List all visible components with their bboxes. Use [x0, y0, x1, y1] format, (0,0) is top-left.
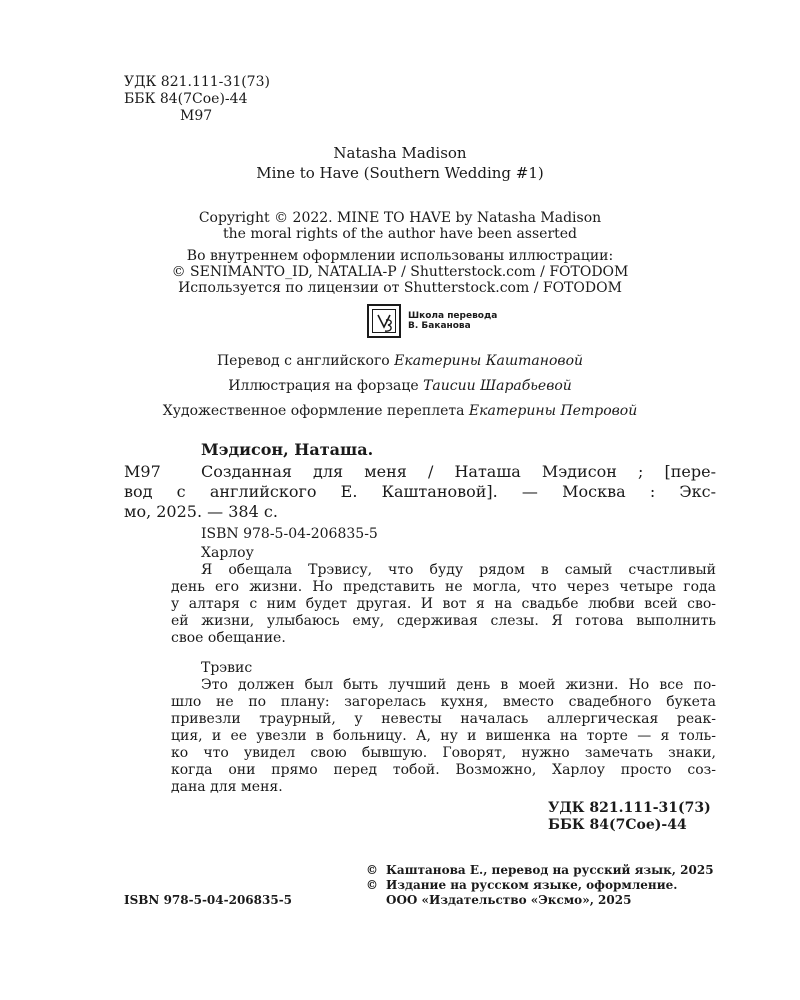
school-logo-icon: [367, 304, 401, 338]
original-title: Mine to Have (Southern Wedding #1): [256, 164, 544, 182]
design-credit: [0, 403, 800, 420]
illustrations-line-3: Используется по лицензии от Shutterstock.com / FOTODOM: [178, 280, 622, 296]
classification-block: [124, 74, 270, 125]
travis-heading: Трэвис: [201, 660, 253, 676]
author-mark: М97: [180, 108, 213, 124]
translation-credit: [0, 353, 800, 370]
translator-name: Екатерины Каштановой: [394, 353, 584, 369]
record-heading: Мэдисон, Наташа.: [201, 440, 374, 459]
footer-isbn: ISBN 978-5-04-206835-5: [124, 893, 293, 907]
translation-credit-label: Перевод с английского: [216, 353, 395, 369]
bottom-bbk-code: ББК 84(7Сое)-44: [548, 817, 687, 833]
record-isbn: ISBN 978-5-04-206835-5: [201, 526, 378, 542]
endpaper-credit-label: Иллюстрация на форзаце: [228, 378, 424, 394]
copyright-line-2: the moral rights of the author have been asserted: [222, 226, 578, 242]
bottom-codes: [548, 800, 711, 834]
copyright-mark: ©: [366, 878, 378, 892]
copyright-mark: ©: [366, 863, 378, 877]
edition-copyright-line-2: ООО «Издательство «Эксмо», 2025: [386, 893, 632, 907]
illustrations-line-1: Во внутреннем оформлении использованы иллюстрации:: [186, 248, 614, 264]
endpaper-illustrator-name: Таисии Шарабьевой: [423, 378, 572, 394]
annotation-travis: [171, 660, 716, 796]
annotation-line: Я обещала Трэвису, что буду рядом в самый счастливый: [201, 562, 716, 578]
original-author: Natasha Madison: [333, 144, 467, 162]
annotation-line: когда они прямо перед тобой. Возможно, Харлоу просто соз-: [171, 762, 716, 778]
edition-copyright: [366, 878, 714, 893]
translation-copyright: [366, 863, 714, 878]
annotation-line: ко что увидел свою бывшую. Говорят, нужно замечать знаки,: [171, 745, 716, 761]
translation-copyright-text: Каштанова Е., перевод на русский язык, 2025: [386, 863, 714, 877]
udk-code: УДК 821.111-31(73): [124, 74, 270, 90]
bottom-udk-code: УДК 821.111-31(73): [548, 800, 711, 816]
annotation-line: ей жизни, улыбаюсь ему, сдерживая слезы. Я готова выполнить: [171, 613, 716, 629]
designer-name: Екатерины Петровой: [468, 403, 638, 419]
record-description-last: мо, 2025. — 384 с.: [124, 502, 278, 521]
harlow-heading: Харлоу: [201, 545, 254, 561]
bbk-code: ББК 84(7Сое)-44: [124, 91, 248, 107]
record-code: М97: [124, 462, 161, 481]
annotation-line: шло не по плану: загорелась кухня, вместо свадебного букета: [171, 694, 716, 710]
illustrations-line-2: © SENIMANTO_ID, NATALIA-P / Shutterstock.com / FOTODOM: [171, 264, 629, 280]
annotation-line: свое обещание.: [171, 630, 286, 646]
record-description-line: Созданная для меня / Наташа Мэдисон ; [пере-: [201, 462, 716, 481]
endpaper-credit: [0, 378, 800, 395]
annotation-line: у алтаря с ним будет другая. И вот я на свадьбе любви всей сво-: [171, 596, 716, 612]
footer-copyrights: [366, 863, 714, 908]
annotation-line: день его жизни. Но представить не могла, что через четыре года: [171, 579, 716, 595]
annotation-line: дана для меня.: [171, 779, 283, 795]
record-description-line: вод с английского Е. Каштановой]. — Москва : Экс-: [124, 482, 716, 501]
school-name: Школа перевода: [408, 311, 498, 321]
annotation: [171, 545, 716, 647]
annotation-line: Это должен был быть лучший день в моей жизни. Но все по-: [201, 677, 716, 693]
annotation-line: привезли траурный, у невесты началась аллергическая реак-: [171, 711, 716, 727]
design-credit-label: Художественное оформление переплета: [162, 403, 469, 419]
school-founder: В. Баканова: [408, 321, 471, 331]
copyright-line-1: Copyright © 2022. MINE TO HAVE by Natasha Madison: [198, 210, 602, 226]
school-logo-text: [408, 311, 497, 331]
edition-copyright-line-1: Издание на русском языке, оформление.: [386, 878, 678, 892]
annotation-line: ция, и ее увезли в больницу. А, ну и вишенка на торте — я толь-: [171, 728, 716, 744]
